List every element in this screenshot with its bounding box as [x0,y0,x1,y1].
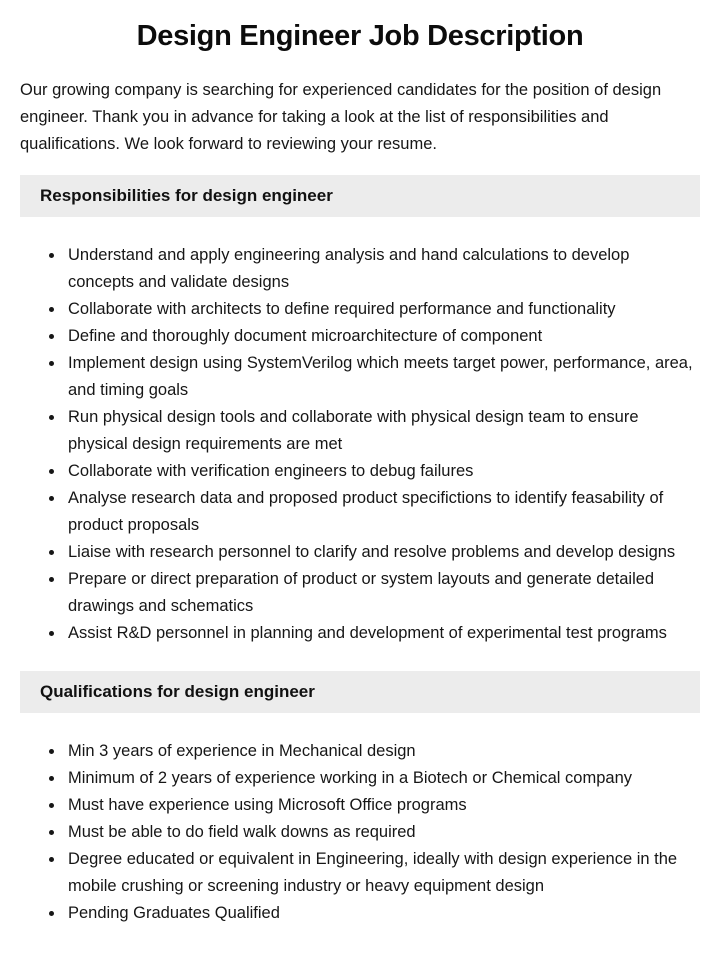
list-item: • Min 3 years of experience in Mechanical design [65,738,700,765]
responsibilities-section [20,175,700,647]
list-item: • Collaborate with architects to define required performance and functionality [65,296,700,323]
list-item: • Define and thoroughly document microarchitecture of component [65,323,700,350]
list-item: • Run physical design tools and collaborate with physical design team to ensure physical design requirements are met [65,404,700,458]
responsibilities-list [20,242,700,647]
list-item: • Must be able to do field walk downs as required [65,819,700,846]
list-item: • Analyse research data and proposed product specifictions to identify feasability of product proposals [65,485,700,539]
intro-paragraph: Our growing company is searching for experienced candidates for the position of design engineer. Thank you in advance for taking a look at the list of responsibilities and qualifications. We look forward to reviewing your resume. [20,81,662,153]
list-item: • Pending Graduates Qualified [65,900,700,927]
list-item: • Minimum of 2 years of experience working in a Biotech or Chemical company [65,765,700,792]
list-item: • Assist R&D personnel in planning and development of experimental test programs [65,620,700,647]
list-item: • Must have experience using Microsoft Office programs [65,792,700,819]
list-item: • Understand and apply engineering analysis and hand calculations to develop concepts and validate designs [65,242,700,296]
list-item: • Collaborate with verification engineers to debug failures [65,458,700,485]
list-item: • Implement design using SystemVerilog which meets target power, performance, area, and timing goals [65,350,700,404]
section-header-qualifications: Qualifications for design engineer [20,671,700,713]
list-item: • Degree educated or equivalent in Engineering, ideally with design experience in the mobile crushing or screening industry or heavy equipment design [65,846,700,900]
qualifications-section [20,671,700,927]
list-item: • Liaise with research personnel to clarify and resolve problems and develop designs [65,539,700,566]
page-title: Design Engineer Job Description [136,20,584,52]
section-header-responsibilities: Responsibilities for design engineer [20,175,700,217]
qualifications-list [20,738,700,927]
list-item: • Prepare or direct preparation of product or system layouts and generate detailed drawings and schematics [65,566,700,620]
